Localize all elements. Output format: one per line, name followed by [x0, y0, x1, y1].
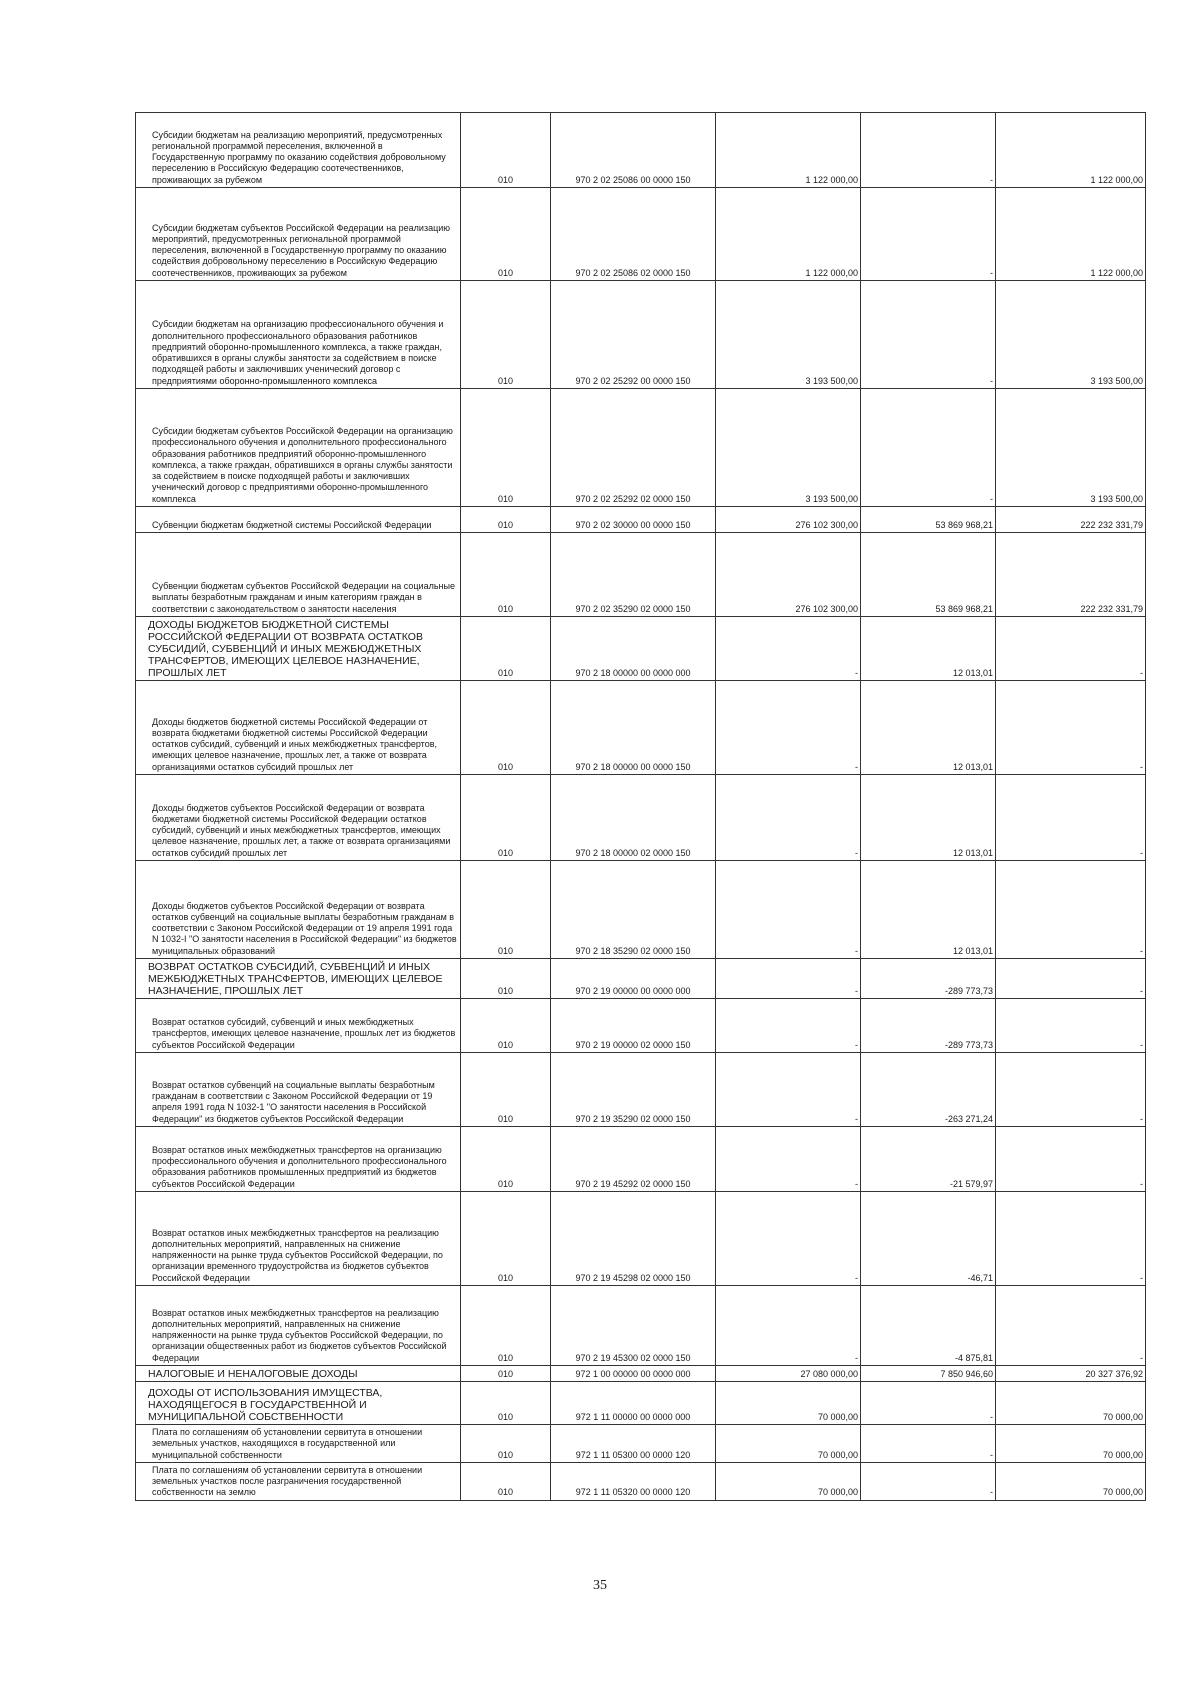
row-code-cell: 010 [461, 775, 551, 861]
page-number: 35 [593, 1578, 607, 1593]
row-code-cell: 010 [461, 188, 551, 281]
row-executed-cell: - [861, 281, 996, 389]
row-code-cell: 010 [461, 959, 551, 999]
row-remaining-cell: - [996, 775, 1146, 861]
table-row [136, 617, 1146, 681]
row-executed-cell: -289 773,73 [861, 959, 996, 999]
table-row [136, 281, 1146, 389]
row-planned-cell: - [716, 775, 861, 861]
row-name-cell: Субсидии бюджетам субъектов Российской Федерации на организацию профессионального обучения и дополнительного профессионального образования работников предприятий оборонно-промышленного комплекса, а также граждан, обратившихся в органы службы занятости за содействием в поиске подходящей работы и заключивших ученический договор с предприятиями оборонно-промышленного комплекса [136, 389, 461, 507]
table-row [136, 1382, 1146, 1425]
table-row [136, 861, 1146, 959]
row-budget-code-cell: 970 2 02 25292 02 0000 150 [551, 389, 716, 507]
row-name-cell: Плата по соглашениям об установлении сервитута в отношении земельных участков, находящихся в государственной или муниципальной собственности [136, 1425, 461, 1463]
row-remaining-cell: 3 193 500,00 [996, 389, 1146, 507]
row-planned-cell: - [716, 681, 861, 775]
row-name-cell: Субсидии бюджетам на организацию профессионального обучения и дополнительного профессионального образования работников предприятий оборонно-промышленного комплекса, а также граждан, обратившихся в органы службы занятости за содействием в поиске подходящей работы и заключивших ученический договор с предприятиями оборонно-промышленного комплекса [136, 281, 461, 389]
row-name-cell: Плата по соглашениям об установлении сервитута в отношении земельных участков после разграничения государственной собственности на землю [136, 1462, 461, 1500]
row-planned-cell: 1 122 000,00 [716, 188, 861, 281]
row-budget-code-cell: 970 2 19 45298 02 0000 150 [551, 1192, 716, 1286]
row-code-cell: 010 [461, 1382, 551, 1425]
row-budget-code-cell: 970 2 19 45300 02 0000 150 [551, 1286, 716, 1366]
table-row [136, 1127, 1146, 1192]
row-remaining-cell: 70 000,00 [996, 1462, 1146, 1500]
row-planned-cell: 276 102 300,00 [716, 507, 861, 533]
row-name-cell: Возврат остатков иных межбюджетных трансфертов на организацию профессионального обучения и дополнительного профессионального образования работников промышленных предприятий из бюджетов субъектов Российской Федерации [136, 1127, 461, 1192]
row-executed-cell: 7 850 946,60 [861, 1366, 996, 1382]
row-name-cell: Возврат остатков субсидий, субвенций и иных межбюджетных трансфертов, имеющих целевое назначение, прошлых лет из бюджетов субъектов Российской Федерации [136, 999, 461, 1053]
row-code-cell: 010 [461, 389, 551, 507]
budget-income-table [135, 112, 1146, 1501]
row-executed-cell: - [861, 188, 996, 281]
row-code-cell: 010 [461, 1127, 551, 1192]
row-name-cell: Возврат остатков иных межбюджетных трансфертов на реализацию дополнительных мероприятий, направленных на снижение напряженности на рынке труда субъектов Российской Федерации, по организации временного трудоустройства из бюджетов субъектов Российской Федерации [136, 1192, 461, 1286]
row-remaining-cell: 222 232 331,79 [996, 533, 1146, 617]
table-row [136, 1192, 1146, 1286]
row-budget-code-cell: 970 2 02 25086 02 0000 150 [551, 188, 716, 281]
row-executed-cell: -21 579,97 [861, 1127, 996, 1192]
row-remaining-cell: 70 000,00 [996, 1382, 1146, 1425]
row-budget-code-cell: 970 2 02 25292 00 0000 150 [551, 281, 716, 389]
row-executed-cell: -263 271,24 [861, 1053, 996, 1127]
row-code-cell: 010 [461, 1192, 551, 1286]
row-budget-code-cell: 970 2 02 30000 00 0000 150 [551, 507, 716, 533]
row-planned-cell: - [716, 999, 861, 1053]
row-executed-cell: -289 773,73 [861, 999, 996, 1053]
row-code-cell: 010 [461, 617, 551, 681]
table-row [136, 533, 1146, 617]
row-executed-cell: -4 875,81 [861, 1286, 996, 1366]
row-budget-code-cell: 970 2 18 00000 00 0000 150 [551, 681, 716, 775]
row-code-cell: 010 [461, 1366, 551, 1382]
row-planned-cell: - [716, 1127, 861, 1192]
row-planned-cell: 1 122 000,00 [716, 113, 861, 188]
row-planned-cell: - [716, 959, 861, 999]
table-body [136, 113, 1146, 1501]
row-code-cell: 010 [461, 999, 551, 1053]
row-budget-code-cell: 970 2 19 00000 02 0000 150 [551, 999, 716, 1053]
row-code-cell: 010 [461, 1462, 551, 1500]
row-code-cell: 010 [461, 533, 551, 617]
row-code-cell: 010 [461, 1425, 551, 1463]
row-remaining-cell: 20 327 376,92 [996, 1366, 1146, 1382]
row-remaining-cell: - [996, 1286, 1146, 1366]
row-executed-cell: 53 869 968,21 [861, 507, 996, 533]
row-remaining-cell: 1 122 000,00 [996, 113, 1146, 188]
row-remaining-cell: - [996, 1127, 1146, 1192]
row-remaining-cell: 1 122 000,00 [996, 188, 1146, 281]
row-executed-cell: 12 013,01 [861, 617, 996, 681]
row-remaining-cell: - [996, 1053, 1146, 1127]
table-row [136, 681, 1146, 775]
table-row [136, 1366, 1146, 1382]
table-row [136, 1425, 1146, 1463]
row-executed-cell: - [861, 1462, 996, 1500]
row-name-cell: Доходы бюджетов субъектов Российской Федерации от возврата остатков субвенций на социальные выплаты безработным гражданам в соответствии с Законом Российской Федерации от 19 апреля 1991 года N 1032-I "О занятости населения в Российской Федерации" из бюджетов муниципальных образований [136, 861, 461, 959]
row-executed-cell: - [861, 113, 996, 188]
table-row [136, 1286, 1146, 1366]
row-budget-code-cell: 970 2 02 35290 02 0000 150 [551, 533, 716, 617]
row-executed-cell: -46,71 [861, 1192, 996, 1286]
row-name-cell: Возврат остатков субвенций на социальные выплаты безработным гражданам в соответствии с Законом Российской Федерации от 19 апреля 1991 года N 1032-1 "О занятости населения в Российской Федерации" из бюджетов субъектов Российской Федерации [136, 1053, 461, 1127]
row-budget-code-cell: 970 2 18 00000 00 0000 000 [551, 617, 716, 681]
row-budget-code-cell: 970 2 19 45292 02 0000 150 [551, 1127, 716, 1192]
row-remaining-cell: - [996, 959, 1146, 999]
row-planned-cell: - [716, 617, 861, 681]
row-planned-cell: 70 000,00 [716, 1425, 861, 1463]
row-code-cell: 010 [461, 861, 551, 959]
row-name-cell: НАЛОГОВЫЕ И НЕНАЛОГОВЫЕ ДОХОДЫ [136, 1366, 461, 1382]
row-remaining-cell: - [996, 999, 1146, 1053]
row-name-cell: Доходы бюджетов бюджетной системы Российской Федерации от возврата бюджетами бюджетной системы Российской Федерации остатков субсидий, субвенций и иных межбюджетных трансфертов, имеющих целевое назначение, прошлых лет, а также от возврата организациями остатков субсидий прошлых лет [136, 681, 461, 775]
row-planned-cell: 70 000,00 [716, 1462, 861, 1500]
table-row [136, 188, 1146, 281]
row-budget-code-cell: 970 2 19 00000 00 0000 000 [551, 959, 716, 999]
row-planned-cell: 3 193 500,00 [716, 281, 861, 389]
row-planned-cell: - [716, 1053, 861, 1127]
row-planned-cell: 70 000,00 [716, 1382, 861, 1425]
row-executed-cell: - [861, 1382, 996, 1425]
row-remaining-cell: - [996, 681, 1146, 775]
row-remaining-cell: 222 232 331,79 [996, 507, 1146, 533]
row-planned-cell: 276 102 300,00 [716, 533, 861, 617]
row-name-cell: Возврат остатков иных межбюджетных трансфертов на реализацию дополнительных мероприятий, направленных на снижение напряженности на рынке труда субъектов Российской Федерации, по организации общественных работ из бюджетов субъектов Российской Федерации [136, 1286, 461, 1366]
table-row [136, 507, 1146, 533]
table-row [136, 1053, 1146, 1127]
table-row [136, 1462, 1146, 1500]
row-name-cell: ВОЗВРАТ ОСТАТКОВ СУБСИДИЙ, СУБВЕНЦИЙ И ИНЫХ МЕЖБЮДЖЕТНЫХ ТРАНСФЕРТОВ, ИМЕЮЩИХ ЦЕЛЕВОЕ НАЗНАЧЕНИЕ, ПРОШЛЫХ ЛЕТ [136, 959, 461, 999]
row-code-cell: 010 [461, 1286, 551, 1366]
row-budget-code-cell: 972 1 11 00000 00 0000 000 [551, 1382, 716, 1425]
row-budget-code-cell: 970 2 19 35290 02 0000 150 [551, 1053, 716, 1127]
row-budget-code-cell: 970 2 18 35290 02 0000 150 [551, 861, 716, 959]
row-executed-cell: 53 869 968,21 [861, 533, 996, 617]
table-row [136, 775, 1146, 861]
row-remaining-cell: 3 193 500,00 [996, 281, 1146, 389]
row-budget-code-cell: 972 1 11 05320 00 0000 120 [551, 1462, 716, 1500]
row-code-cell: 010 [461, 507, 551, 533]
row-budget-code-cell: 970 2 02 25086 00 0000 150 [551, 113, 716, 188]
row-planned-cell: - [716, 1286, 861, 1366]
row-name-cell: ДОХОДЫ БЮДЖЕТОВ БЮДЖЕТНОЙ СИСТЕМЫ РОССИЙСКОЙ ФЕДЕРАЦИИ ОТ ВОЗВРАТА ОСТАТКОВ СУБСИДИЙ, СУБВЕНЦИЙ И ИНЫХ МЕЖБЮДЖЕТНЫХ ТРАНСФЕРТОВ, ИМЕЮЩИХ ЦЕЛЕВОЕ НАЗНАЧЕНИЕ, ПРОШЛЫХ ЛЕТ [136, 617, 461, 681]
row-budget-code-cell: 972 1 11 05300 00 0000 120 [551, 1425, 716, 1463]
row-planned-cell: - [716, 861, 861, 959]
table-row [136, 389, 1146, 507]
row-name-cell: ДОХОДЫ ОТ ИСПОЛЬЗОВАНИЯ ИМУЩЕСТВА, НАХОДЯЩЕГОСЯ В ГОСУДАРСТВЕННОЙ И МУНИЦИПАЛЬНОЙ СОБСТВЕННОСТИ [136, 1382, 461, 1425]
row-remaining-cell: - [996, 1192, 1146, 1286]
row-planned-cell: - [716, 1192, 861, 1286]
row-executed-cell: - [861, 389, 996, 507]
row-code-cell: 010 [461, 1053, 551, 1127]
row-remaining-cell: - [996, 861, 1146, 959]
row-name-cell: Субсидии бюджетам субъектов Российской Федерации на реализацию мероприятий, предусмотренных региональной программой переселения, включенной в Государственную программу по оказанию содействия добровольному переселению в Российскую Федерацию соотечественников, проживающих за рубежом [136, 188, 461, 281]
row-executed-cell: 12 013,01 [861, 775, 996, 861]
row-budget-code-cell: 972 1 00 00000 00 0000 000 [551, 1366, 716, 1382]
table-row [136, 959, 1146, 999]
row-planned-cell: 3 193 500,00 [716, 389, 861, 507]
row-budget-code-cell: 970 2 18 00000 02 0000 150 [551, 775, 716, 861]
row-name-cell: Доходы бюджетов субъектов Российской Федерации от возврата бюджетами бюджетной системы Российской Федерации остатков субсидий, субвенций и иных межбюджетных трансфертов, имеющих целевое назначение, прошлых лет, а также от возврата организациями остатков субсидий прошлых лет [136, 775, 461, 861]
row-code-cell: 010 [461, 113, 551, 188]
row-code-cell: 010 [461, 281, 551, 389]
row-code-cell: 010 [461, 681, 551, 775]
row-executed-cell: 12 013,01 [861, 681, 996, 775]
row-executed-cell: 12 013,01 [861, 861, 996, 959]
row-remaining-cell: - [996, 617, 1146, 681]
row-name-cell: Субвенции бюджетам бюджетной системы Российской Федерации [136, 507, 461, 533]
row-remaining-cell: 70 000,00 [996, 1425, 1146, 1463]
row-executed-cell: - [861, 1425, 996, 1463]
row-name-cell: Субсидии бюджетам на реализацию мероприятий, предусмотренных региональной программой переселения, включенной в Государственную программу по оказанию содействия добровольному переселению в Российскую Федерацию соотечественников, проживающих за рубежом [136, 113, 461, 188]
row-planned-cell: 27 080 000,00 [716, 1366, 861, 1382]
table-row [136, 113, 1146, 188]
table-row [136, 999, 1146, 1053]
row-name-cell: Субвенции бюджетам субъектов Российской Федерации на социальные выплаты безработным гражданам и иным категориям граждан в соответствии с законодательством о занятости населения [136, 533, 461, 617]
